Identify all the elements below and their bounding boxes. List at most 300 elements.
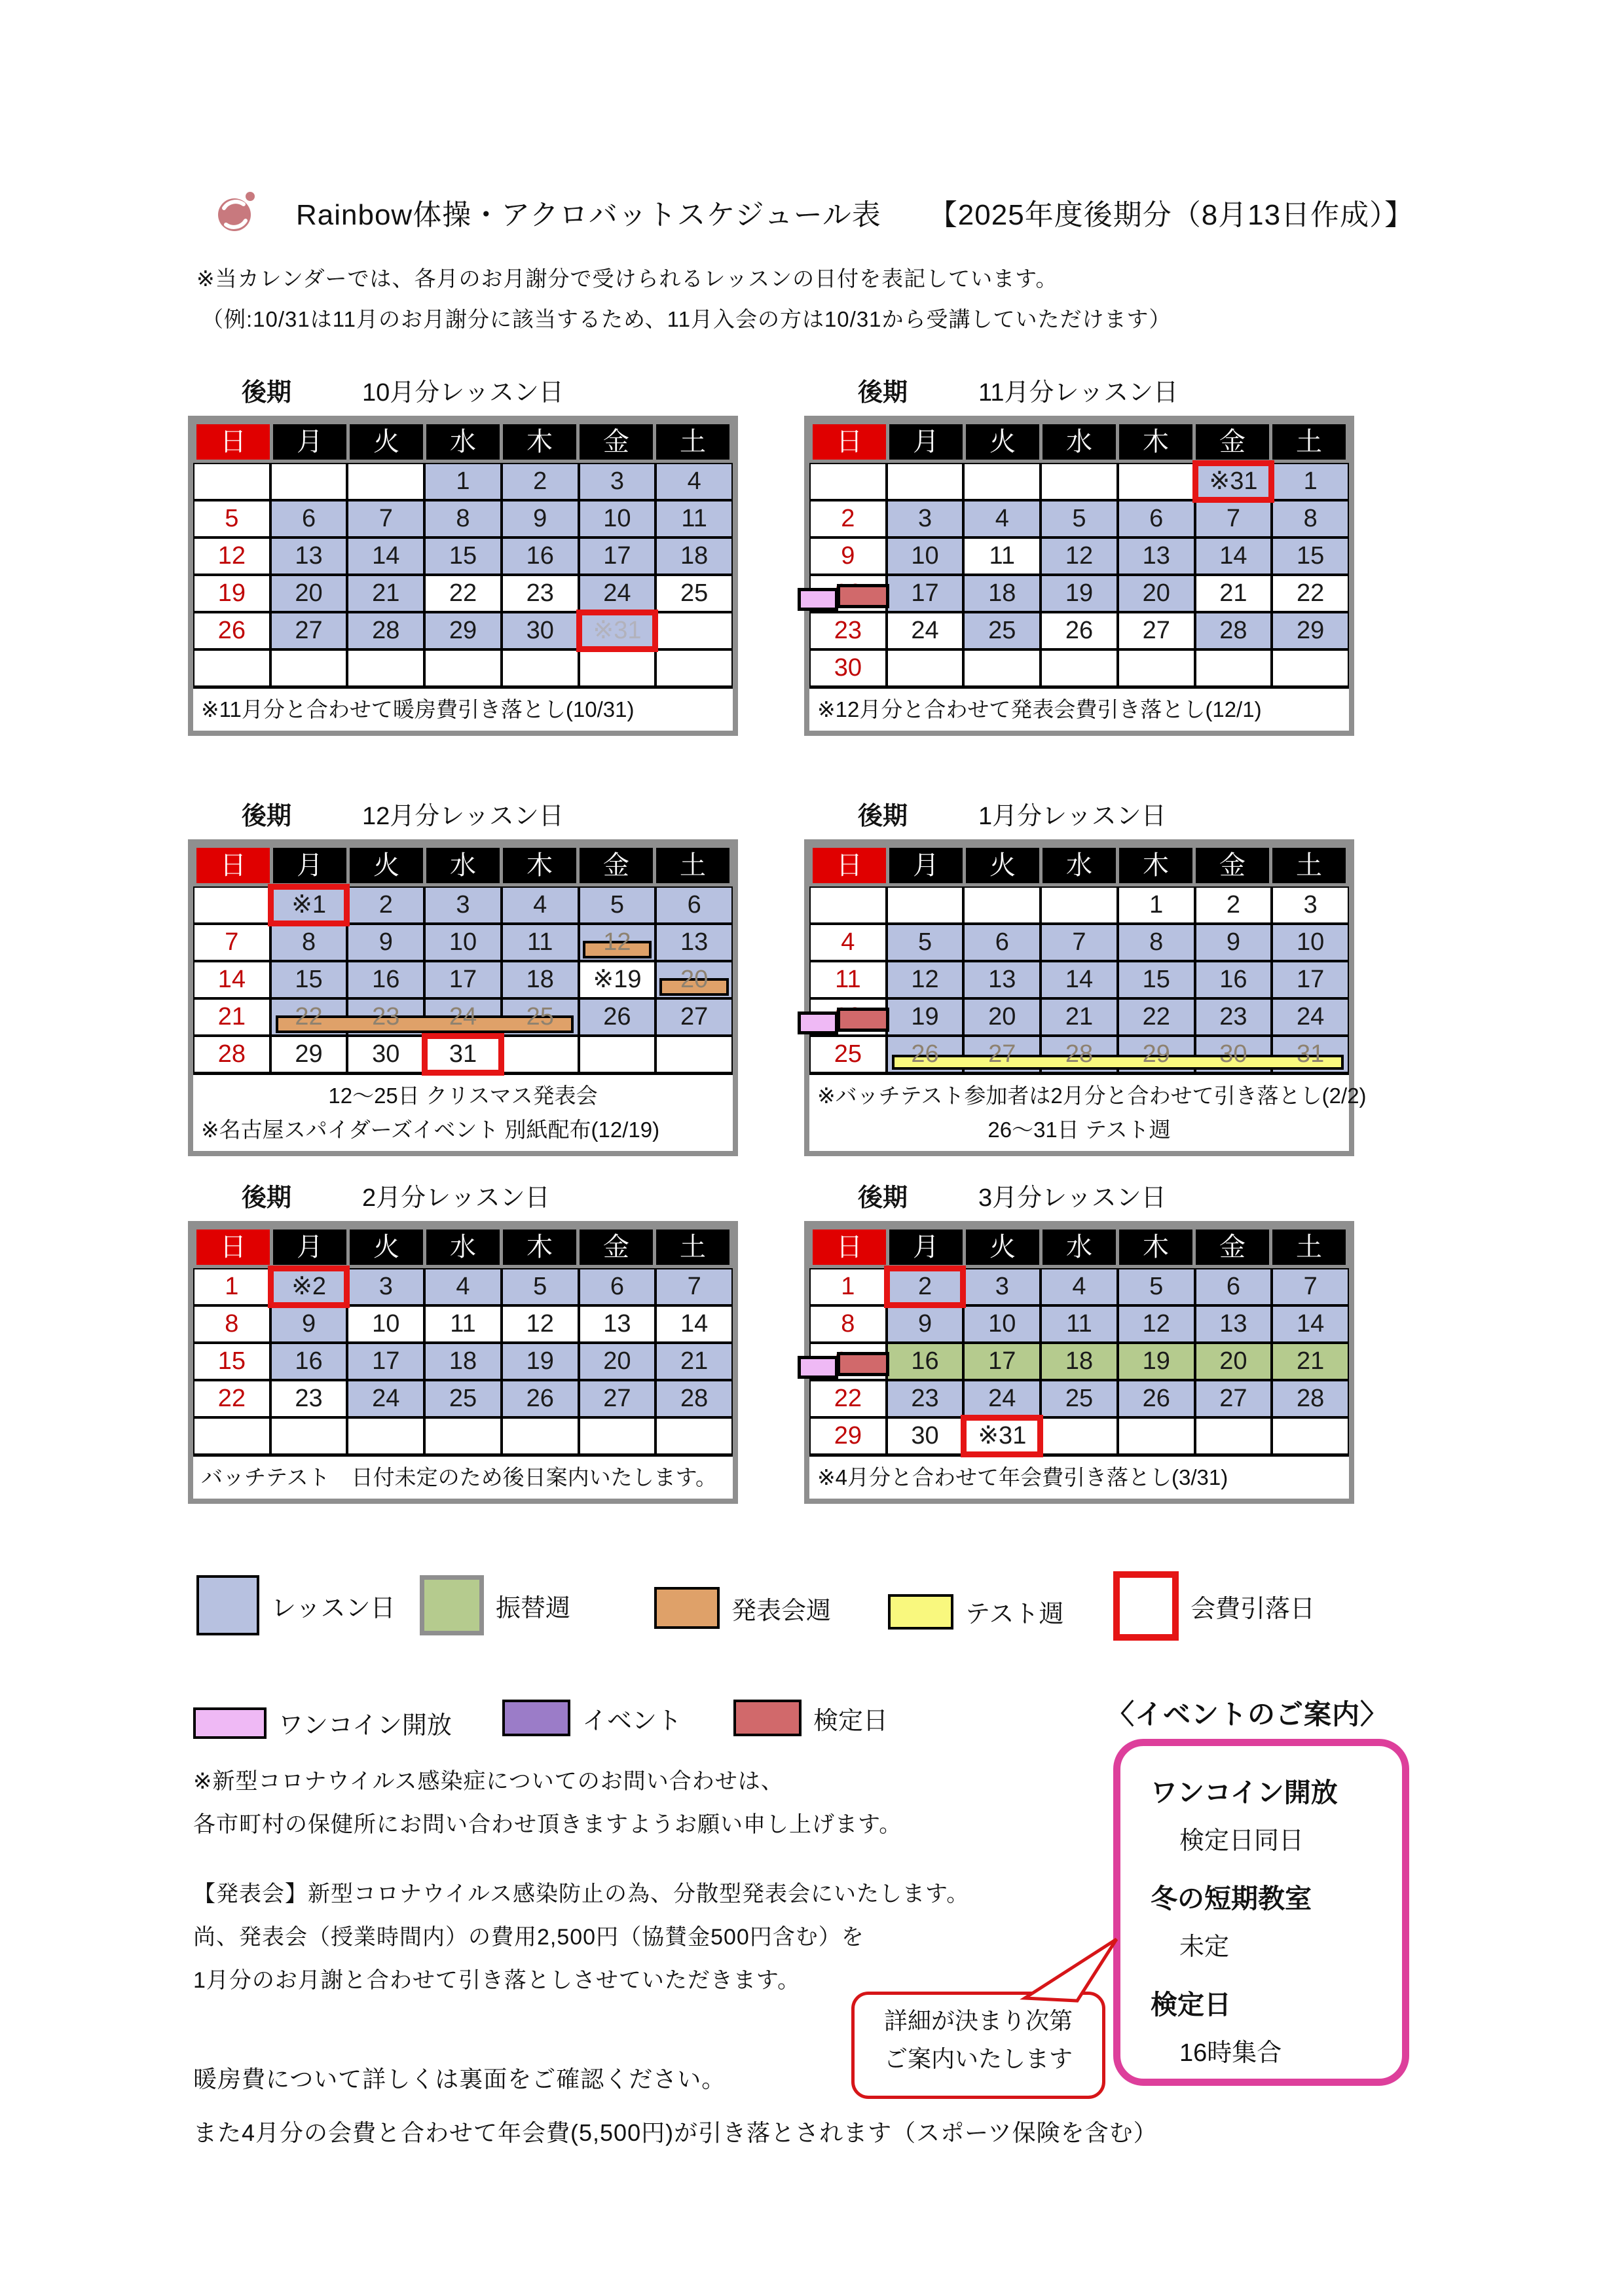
day-number: 30 xyxy=(526,617,554,644)
day-cell xyxy=(963,1343,1041,1380)
day-number: 30 xyxy=(372,1040,400,1068)
calendar-table xyxy=(188,416,738,736)
day-number: 15 xyxy=(1142,966,1170,993)
day-cell xyxy=(887,612,964,649)
legend-label: 会費引落日 xyxy=(1190,1595,1316,1623)
day-cell xyxy=(1195,1380,1272,1417)
day-cell xyxy=(424,886,502,924)
day-cell xyxy=(1195,575,1272,612)
calendar-weekday-header xyxy=(809,1226,1349,1268)
event-guide-heading: 〈イベントのご案内〉 xyxy=(1107,1699,1389,1730)
calendar-week-row xyxy=(193,500,733,538)
day-number: 1 xyxy=(841,1273,855,1300)
weekday-header-cell: 土 xyxy=(656,1230,729,1265)
calendar-december xyxy=(188,795,743,1156)
day-number: 4 xyxy=(533,891,547,919)
calendar-title xyxy=(858,795,1359,831)
legend-label: レッスン日 xyxy=(271,1594,396,1622)
day-number: 25 xyxy=(1065,1385,1094,1412)
day-cell xyxy=(809,649,887,687)
day-number: 26 xyxy=(1142,1385,1170,1412)
calendar-week-row xyxy=(809,538,1349,575)
day-cell xyxy=(270,500,348,538)
day-cell xyxy=(1272,1305,1349,1343)
day-number: 20 xyxy=(603,1347,631,1375)
day-cell xyxy=(887,538,964,575)
day-number: 18 xyxy=(449,1347,477,1375)
day-number: 9 xyxy=(533,505,547,532)
day-cell xyxy=(963,1268,1041,1305)
day-cell xyxy=(347,924,424,961)
weekday-header-cell: 土 xyxy=(1272,1230,1346,1265)
day-cell xyxy=(1118,998,1195,1036)
day-cell xyxy=(963,1417,1041,1455)
calendar-week-row xyxy=(809,998,1349,1036)
day-cell xyxy=(270,538,348,575)
day-cell xyxy=(1041,612,1118,649)
calendar-week-row xyxy=(193,998,733,1036)
day-number: 5 xyxy=(533,1273,547,1300)
day-cell xyxy=(1118,1036,1195,1073)
day-cell xyxy=(502,1036,579,1073)
day-cell xyxy=(887,886,964,924)
day-cell xyxy=(270,924,348,961)
day-cell xyxy=(1118,538,1195,575)
day-cell xyxy=(502,1268,579,1305)
weekday-header-cell: 月 xyxy=(273,848,346,883)
day-cell xyxy=(1195,1305,1272,1343)
day-cell xyxy=(1195,924,1272,961)
day-number: 23 xyxy=(295,1385,323,1412)
weekday-header-cell: 土 xyxy=(656,848,729,883)
day-cell xyxy=(887,649,964,687)
day-cell xyxy=(1195,886,1272,924)
weekday-header-cell: 水 xyxy=(426,1230,500,1265)
day-cell xyxy=(963,1380,1041,1417)
day-number: 21 xyxy=(1219,579,1247,607)
weekday-header-cell: 火 xyxy=(350,1230,423,1265)
day-cell xyxy=(655,463,733,500)
day-number: 10 xyxy=(911,542,939,570)
day-number: 2 xyxy=(378,891,393,919)
day-number: 24 xyxy=(603,579,631,607)
calendar-january xyxy=(804,795,1367,1156)
day-number: 14 xyxy=(217,966,246,993)
heating-fee-note: 暖房費について詳しくは裏面をご確認ください。 xyxy=(193,2066,726,2092)
weekday-header-cell: 木 xyxy=(503,848,576,883)
day-number: 11 xyxy=(835,966,861,993)
calendar-weekday-header xyxy=(193,421,733,463)
legend-label: イベント xyxy=(582,1707,682,1735)
calendar-weekday-header xyxy=(809,845,1349,886)
weekday-header-cell: 月 xyxy=(889,1230,963,1265)
day-number: 26 xyxy=(1065,617,1094,644)
day-number: 13 xyxy=(988,966,1016,993)
day-number: 30 xyxy=(834,654,862,682)
day-cell xyxy=(1041,998,1118,1036)
day-cell xyxy=(270,1417,348,1455)
event-item-value: 検定日同日 xyxy=(1179,1827,1304,1855)
calendar-body xyxy=(193,1268,733,1455)
day-number: 3 xyxy=(917,505,932,532)
calendar-period-label: 後期 xyxy=(242,803,292,830)
day-number: 28 xyxy=(1297,1385,1325,1412)
day-number: 17 xyxy=(603,542,631,570)
day-number: 7 xyxy=(687,1273,701,1300)
day-cell xyxy=(1041,1343,1118,1380)
day-cell xyxy=(809,1305,887,1343)
day-number: 1 xyxy=(456,467,470,495)
day-cell xyxy=(347,463,424,500)
day-number: 7 xyxy=(1072,928,1086,956)
day-number: 24 xyxy=(911,617,939,644)
day-cell xyxy=(887,924,964,961)
day-cell xyxy=(424,1343,502,1380)
day-cell xyxy=(1118,961,1195,998)
day-number: 1 xyxy=(225,1273,239,1300)
weekday-header-cell: 日 xyxy=(196,848,270,883)
day-number: 9 xyxy=(378,928,393,956)
day-number: 4 xyxy=(687,467,701,495)
day-number: 19 xyxy=(526,1347,554,1375)
day-number: ※31 xyxy=(978,1422,1027,1449)
day-number: ※2 xyxy=(291,1273,327,1300)
day-cell xyxy=(193,1343,270,1380)
day-cell xyxy=(887,1268,964,1305)
day-number: 31 xyxy=(449,1040,477,1068)
day-cell xyxy=(963,500,1041,538)
day-number: 28 xyxy=(680,1385,709,1412)
weekday-header-cell: 火 xyxy=(350,848,423,883)
calendar-week-row xyxy=(193,575,733,612)
day-cell xyxy=(347,886,424,924)
day-cell xyxy=(193,463,270,500)
day-cell xyxy=(1118,886,1195,924)
day-number: 8 xyxy=(456,505,470,532)
header-note-2: （例:10/31は11月のお月謝分に該当するため、11月入会の方は10/31から受講していただけます） xyxy=(202,307,1172,331)
weekday-header-cell: 木 xyxy=(503,424,576,460)
day-cell xyxy=(424,1380,502,1417)
day-cell xyxy=(809,886,887,924)
calendar-footer-note: 12～25日 クリスマス発表会 xyxy=(328,1084,598,1108)
day-number: 21 xyxy=(372,579,400,607)
day-number: 23 xyxy=(911,1385,939,1412)
day-cell xyxy=(1272,961,1349,998)
day-cell xyxy=(887,1343,964,1380)
one-coin-mark xyxy=(798,1011,838,1034)
calendar-week-row xyxy=(809,1305,1349,1343)
calendar-week-row xyxy=(809,1036,1349,1073)
weekday-header-cell: 月 xyxy=(889,848,963,883)
day-number: 8 xyxy=(1303,505,1318,532)
calendar-week-row xyxy=(193,1380,733,1417)
calendar-month-label: 2月分レッスン日 xyxy=(362,1184,550,1212)
callout-line-1: 詳細が決まり次第 xyxy=(883,2007,1073,2034)
day-number: 4 xyxy=(995,505,1009,532)
day-number: 17 xyxy=(911,579,939,607)
calendar-week-row xyxy=(809,1268,1349,1305)
day-cell xyxy=(502,886,579,924)
calendar-week-row xyxy=(809,961,1349,998)
calendar-week-row xyxy=(193,649,733,687)
calendar-body xyxy=(193,463,733,687)
day-number: 6 xyxy=(610,1273,624,1300)
day-number: 9 xyxy=(917,1310,932,1338)
calendar-week-row xyxy=(809,649,1349,687)
day-cell xyxy=(887,463,964,500)
day-number: 22 xyxy=(1142,1003,1170,1030)
day-number: ※19 xyxy=(593,966,642,993)
recital-note-line-1: 【発表会】新型コロナウイルス感染防止の為、分散型発表会にいたします。 xyxy=(193,1882,970,1906)
calendar-body xyxy=(809,1268,1349,1455)
calendar-footer xyxy=(809,1455,1349,1499)
day-cell xyxy=(347,1343,424,1380)
day-cell xyxy=(963,998,1041,1036)
weekday-header-cell: 木 xyxy=(503,1230,576,1265)
day-cell xyxy=(502,1343,579,1380)
calendar-body xyxy=(809,463,1349,687)
day-number: 1 xyxy=(1149,891,1164,919)
day-number: 9 xyxy=(841,542,855,570)
day-cell xyxy=(655,612,733,649)
day-cell xyxy=(1118,649,1195,687)
day-number: 13 xyxy=(680,928,709,956)
calendar-title xyxy=(858,372,1359,408)
weekday-header-cell: 木 xyxy=(1119,1230,1192,1265)
calendar-week-row xyxy=(809,612,1349,649)
day-cell xyxy=(1272,886,1349,924)
day-number: 3 xyxy=(456,891,470,919)
day-number: 29 xyxy=(449,617,477,644)
day-number: 11 xyxy=(1066,1310,1092,1338)
day-cell xyxy=(193,886,270,924)
day-cell xyxy=(887,500,964,538)
recital-swatch-icon xyxy=(654,1587,720,1629)
day-number: 23 xyxy=(834,617,862,644)
weekday-header-cell: 月 xyxy=(889,424,963,460)
day-number: 11 xyxy=(526,928,553,956)
calendar-week-row xyxy=(193,538,733,575)
legend-one-coin-open xyxy=(193,1705,452,1741)
day-cell xyxy=(270,886,348,924)
event-item-title: 検定日 xyxy=(1151,1990,1231,2020)
page-header xyxy=(216,191,1414,233)
day-number: 5 xyxy=(1072,505,1086,532)
calendar-week-row xyxy=(193,612,733,649)
day-cell xyxy=(1195,463,1272,500)
day-cell xyxy=(963,1305,1041,1343)
day-cell xyxy=(502,1305,579,1343)
day-cell xyxy=(193,961,270,998)
day-number: 17 xyxy=(372,1347,400,1375)
calendar-week-row xyxy=(809,1380,1349,1417)
calendar-footer-note: ※4月分と合わせて年会費引き落とし(3/31) xyxy=(817,1465,1228,1489)
day-number: 7 xyxy=(1226,505,1240,532)
day-cell xyxy=(963,649,1041,687)
day-cell xyxy=(887,998,964,1036)
day-cell xyxy=(1272,1417,1349,1455)
day-number: 19 xyxy=(217,579,246,607)
exam-day-mark xyxy=(837,584,889,608)
day-cell xyxy=(424,500,502,538)
day-cell xyxy=(424,1036,502,1073)
day-cell xyxy=(502,924,579,961)
day-number: 6 xyxy=(301,505,316,532)
day-number: 23 xyxy=(1219,1003,1247,1030)
day-number: ※31 xyxy=(593,617,642,644)
day-cell xyxy=(1272,575,1349,612)
calendar-footer xyxy=(193,1073,733,1151)
day-number: 27 xyxy=(680,1003,709,1030)
day-cell xyxy=(1272,538,1349,575)
day-cell xyxy=(270,961,348,998)
day-number: 6 xyxy=(1149,505,1164,532)
legend-event xyxy=(502,1700,682,1736)
weekday-header-cell: 月 xyxy=(273,424,346,460)
day-cell xyxy=(655,500,733,538)
day-cell xyxy=(655,575,733,612)
day-number: 21 xyxy=(1297,1347,1325,1375)
day-cell xyxy=(1272,1380,1349,1417)
day-cell xyxy=(963,538,1041,575)
swirl-logo-icon xyxy=(216,191,258,233)
day-number: 15 xyxy=(295,966,323,993)
day-cell xyxy=(270,612,348,649)
weekday-header-cell: 水 xyxy=(1043,424,1116,460)
calendar-footer-note: ※名古屋スパイダーズイベント 別紙配布(12/19) xyxy=(201,1118,660,1142)
day-cell xyxy=(502,612,579,649)
day-cell xyxy=(887,1380,964,1417)
day-cell xyxy=(579,924,656,961)
day-number: 4 xyxy=(456,1273,470,1300)
day-cell xyxy=(1041,463,1118,500)
day-number: 6 xyxy=(687,891,701,919)
day-cell xyxy=(963,463,1041,500)
legend-label: 発表会週 xyxy=(731,1597,832,1625)
test-swatch-icon xyxy=(888,1594,953,1630)
day-cell xyxy=(579,1343,656,1380)
day-number: 8 xyxy=(1149,928,1164,956)
day-cell xyxy=(1195,1417,1272,1455)
day-cell xyxy=(579,1305,656,1343)
day-number: 17 xyxy=(1297,966,1325,993)
calendar-month-label: 1月分レッスン日 xyxy=(978,803,1166,830)
day-number: 2 xyxy=(1226,891,1240,919)
day-number: 9 xyxy=(301,1310,316,1338)
day-cell xyxy=(579,1380,656,1417)
calendar-week-row xyxy=(193,463,733,500)
day-number: 28 xyxy=(1065,1040,1094,1068)
day-number: 24 xyxy=(1297,1003,1325,1030)
day-cell xyxy=(809,500,887,538)
day-cell xyxy=(809,1417,887,1455)
legend-lesson-day xyxy=(196,1575,396,1635)
day-number: 16 xyxy=(1219,966,1247,993)
calendar-footer xyxy=(193,1455,733,1499)
day-cell xyxy=(193,649,270,687)
day-number: 15 xyxy=(449,542,477,570)
lesson-swatch-icon xyxy=(196,1575,259,1635)
day-cell xyxy=(1041,886,1118,924)
weekday-header-cell: 土 xyxy=(1272,424,1346,460)
page-title: Rainbow体操・アクロバットスケジュール表 xyxy=(296,199,881,231)
callout-bubble xyxy=(851,1992,1105,2099)
day-number: 10 xyxy=(449,928,477,956)
day-cell xyxy=(502,463,579,500)
calendar-weekday-header xyxy=(193,845,733,886)
day-number: 29 xyxy=(834,1422,862,1449)
day-cell xyxy=(1272,1268,1349,1305)
day-number: 10 xyxy=(603,505,631,532)
event-item-value: 未定 xyxy=(1179,1933,1230,1961)
day-number: 18 xyxy=(680,542,709,570)
day-cell xyxy=(424,1417,502,1455)
calendar-week-row xyxy=(809,575,1349,612)
day-cell xyxy=(347,649,424,687)
calendar-month-label: 11月分レッスン日 xyxy=(978,379,1179,407)
calendar-footer xyxy=(809,1073,1367,1151)
day-number: 25 xyxy=(680,579,709,607)
day-number: 19 xyxy=(1065,579,1094,607)
day-number: 17 xyxy=(449,966,477,993)
day-number: 21 xyxy=(1065,1003,1094,1030)
calendar-footer-note: ※12月分と合わせて発表会費引き落とし(12/1) xyxy=(817,697,1262,721)
weekday-header-cell: 火 xyxy=(966,424,1039,460)
day-number: 21 xyxy=(680,1347,709,1375)
weekday-header-cell: 日 xyxy=(813,848,886,883)
weekday-header-cell: 金 xyxy=(1196,424,1269,460)
calendar-title xyxy=(858,1177,1359,1213)
day-cell xyxy=(579,575,656,612)
exam-swatch-icon xyxy=(733,1700,802,1736)
day-cell xyxy=(193,1305,270,1343)
day-number: 31 xyxy=(1297,1040,1325,1068)
day-cell xyxy=(193,500,270,538)
one-coin-mark xyxy=(798,588,838,611)
day-number: 12 xyxy=(526,1310,554,1338)
calendar-footer-note: ※バッチテスト参加者は2月分と合わせて引き落とし(2/2) xyxy=(817,1084,1367,1108)
day-cell xyxy=(424,612,502,649)
legend-fee-deduction-day xyxy=(1113,1571,1315,1641)
calendar-body xyxy=(193,886,733,1073)
event-swatch-icon xyxy=(502,1700,570,1736)
calendar-week-row xyxy=(193,924,733,961)
exam-day-mark xyxy=(837,1352,889,1376)
day-cell xyxy=(655,1417,733,1455)
day-cell xyxy=(579,500,656,538)
day-number: 22 xyxy=(834,1385,862,1412)
legend-label: 振替週 xyxy=(496,1594,571,1622)
day-cell xyxy=(502,998,579,1036)
day-number: 30 xyxy=(911,1422,939,1449)
day-cell xyxy=(1195,1036,1272,1073)
day-cell xyxy=(1041,1417,1118,1455)
day-cell xyxy=(424,649,502,687)
day-number: 20 xyxy=(988,1003,1016,1030)
day-cell xyxy=(1041,1305,1118,1343)
exam-day-mark xyxy=(837,1008,889,1032)
day-number: 27 xyxy=(988,1040,1016,1068)
day-number: 26 xyxy=(526,1385,554,1412)
day-cell xyxy=(1041,538,1118,575)
day-number: 27 xyxy=(603,1385,631,1412)
day-number: 8 xyxy=(301,928,316,956)
calendar-week-row xyxy=(809,463,1349,500)
day-number: 11 xyxy=(450,1310,476,1338)
day-cell xyxy=(193,612,270,649)
page-edition: 【2025年度後期分（8月13日作成）】 xyxy=(928,199,1414,231)
day-cell xyxy=(424,924,502,961)
